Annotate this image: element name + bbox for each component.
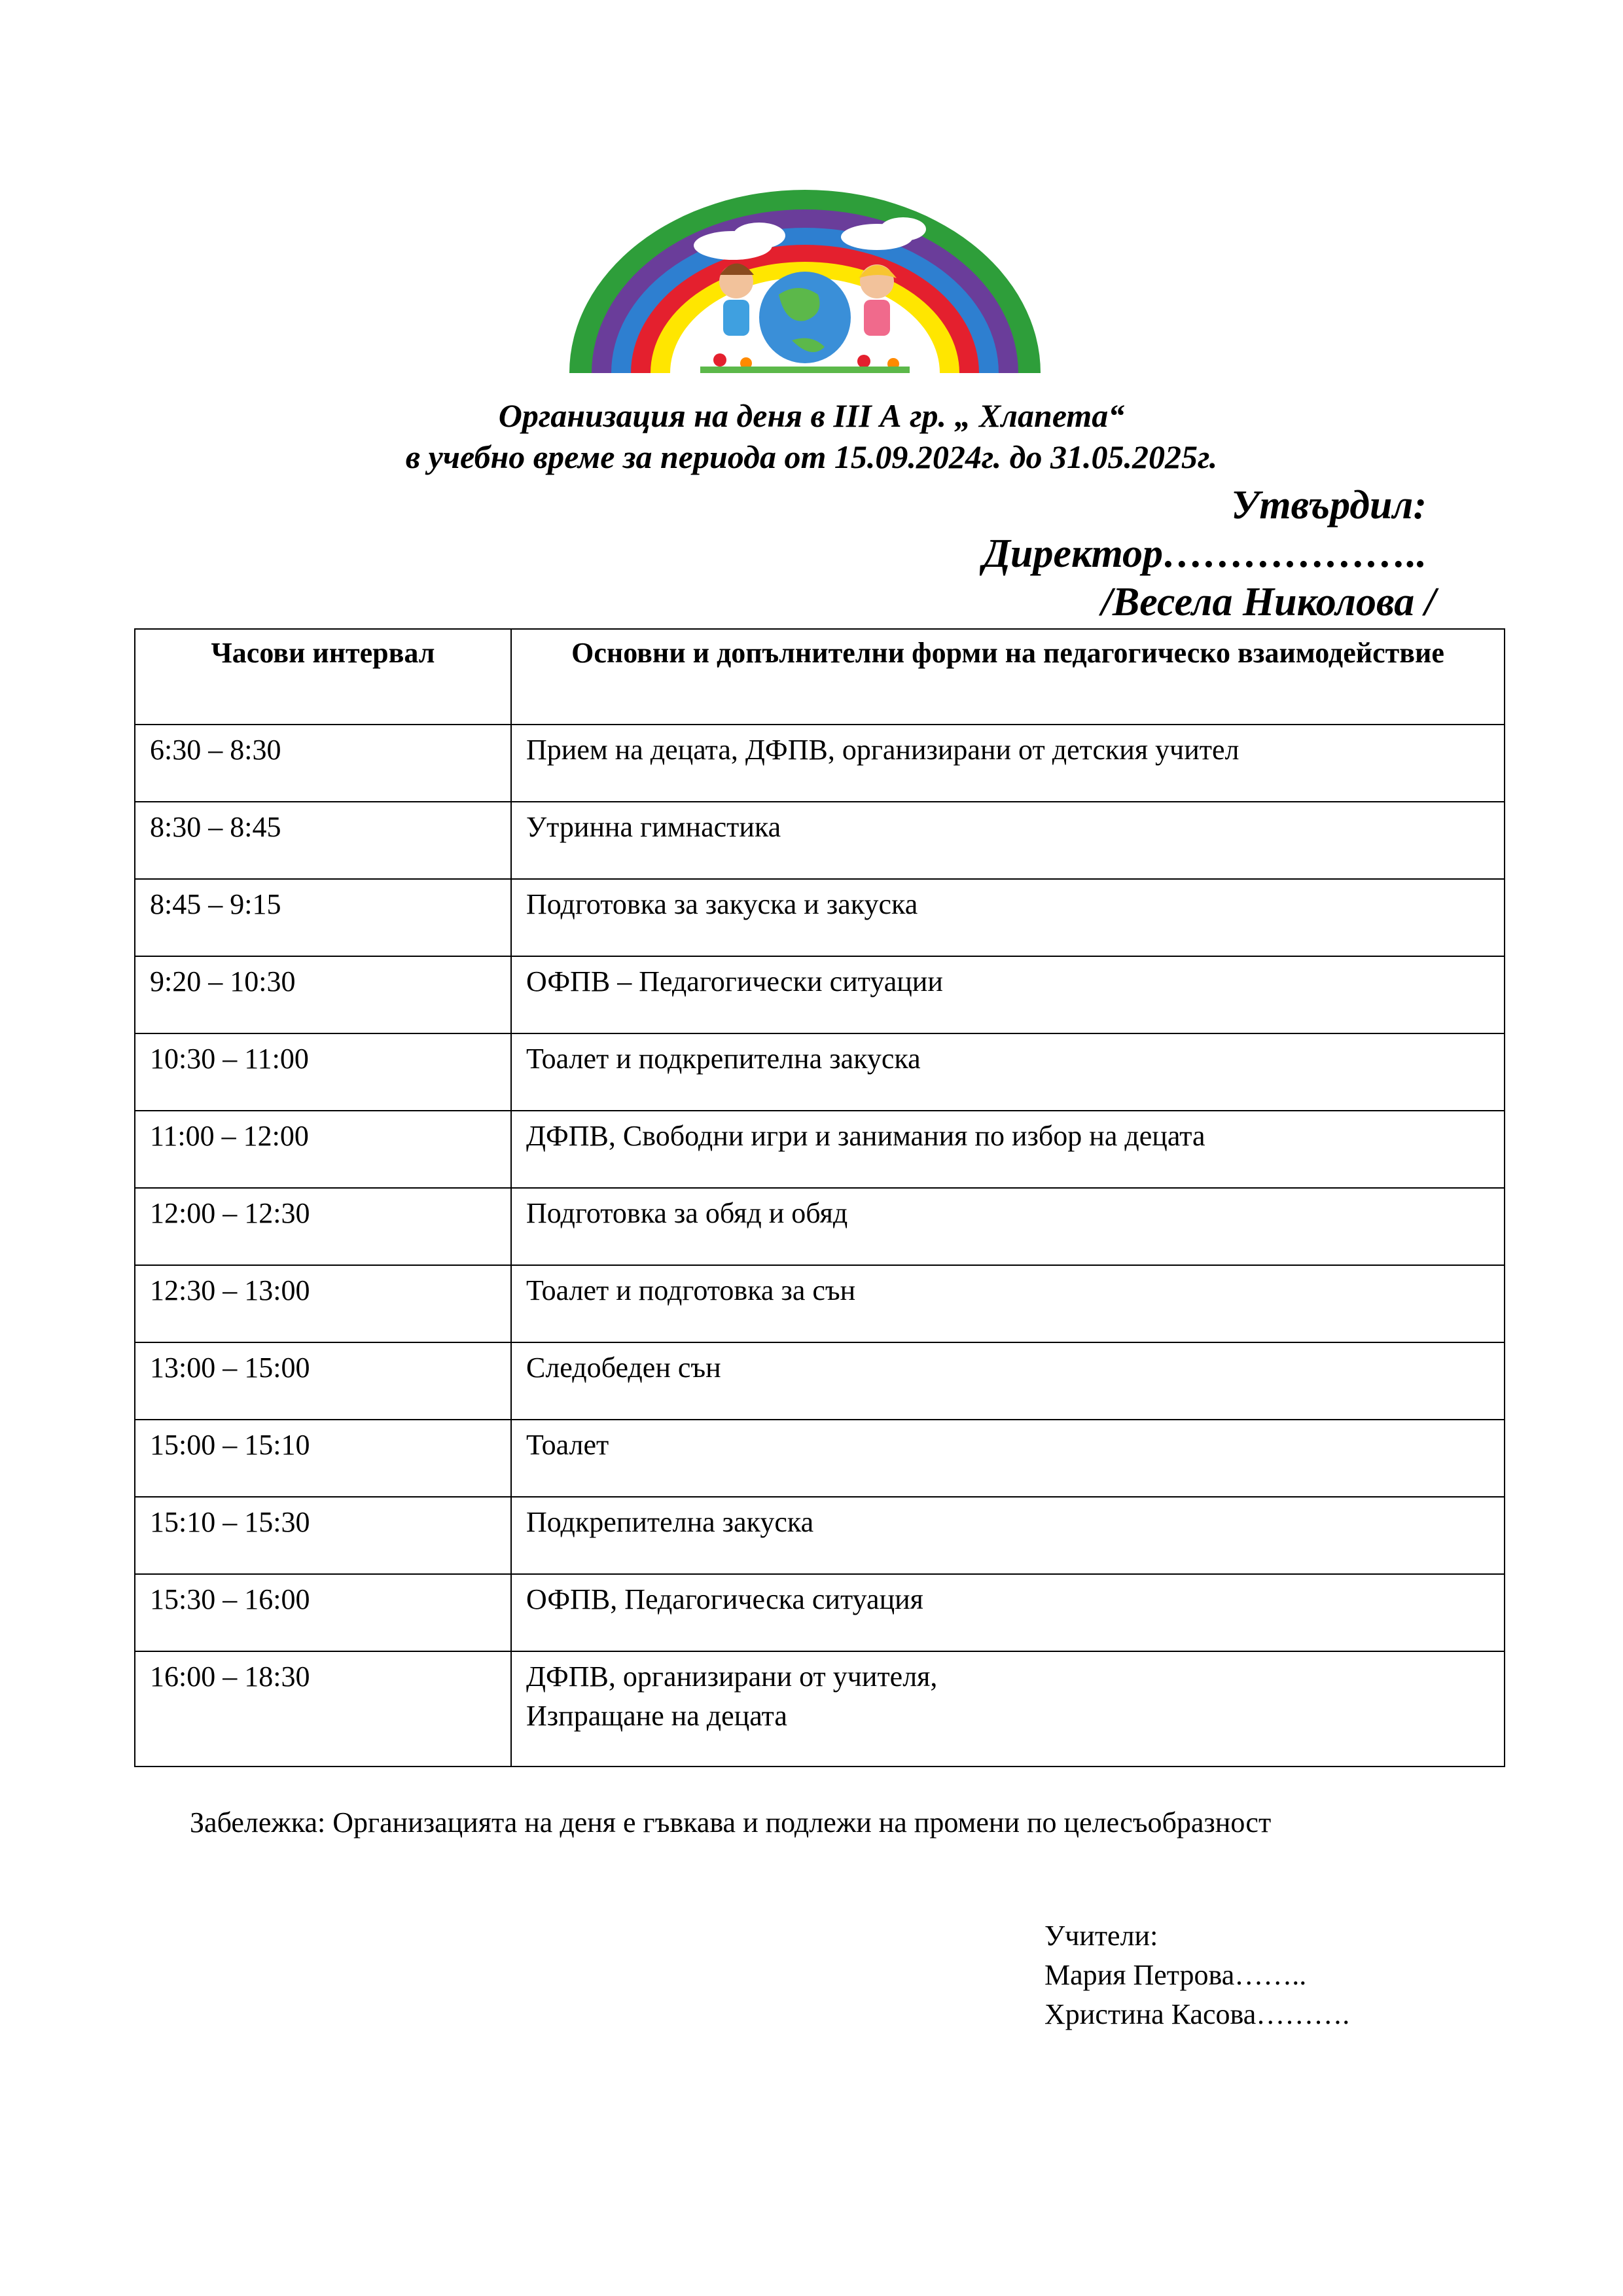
activity-cell: Тоалет	[511, 1420, 1505, 1497]
note-text: Забележка: Организацията на деня е гъвкава и подлежи на промени по целесъобразност	[190, 1806, 1272, 1839]
time-cell: 12:30 – 13:00	[135, 1265, 511, 1342]
page-title: Организация на деня в III А гр. „ Хлапета“	[498, 397, 1125, 434]
table-row	[135, 879, 1505, 956]
activity-line: Изпращане на децата	[526, 1700, 787, 1732]
table-row	[135, 1574, 1505, 1651]
table-row	[135, 1265, 1505, 1342]
table-row	[135, 1342, 1505, 1420]
rainbow-kids-globe-logo	[569, 183, 1041, 373]
table-row	[135, 725, 1505, 802]
activity-cell: Тоалет и подготовка за сън	[511, 1265, 1505, 1342]
table-row	[135, 1033, 1505, 1111]
table-row	[135, 1188, 1505, 1265]
time-cell: 8:30 – 8:45	[135, 802, 511, 879]
table-row	[135, 1651, 1505, 1767]
activity-cell: Подкрепителна закуска	[511, 1497, 1505, 1574]
activity-cell: ОФПВ, Педагогическа ситуация	[511, 1574, 1505, 1651]
time-cell: 12:00 – 12:30	[135, 1188, 511, 1265]
table-row	[135, 802, 1505, 879]
activity-cell: Следобеден сън	[511, 1342, 1505, 1420]
activity-cell: Прием на децата, ДФПВ, организирани от детския учител	[511, 725, 1505, 802]
activity-cell: Подготовка за закуска и закуска	[511, 879, 1505, 956]
time-cell: 15:00 – 15:10	[135, 1420, 511, 1497]
time-cell: 10:30 – 11:00	[135, 1033, 511, 1111]
teachers-label: Учители:	[1044, 1920, 1158, 1952]
activity-cell	[511, 1651, 1505, 1767]
activity-cell: Подготовка за обяд и обяд	[511, 1188, 1505, 1265]
header-activities: Основни и допълнителни форми на педагогическо взаимодействие	[511, 629, 1505, 725]
activity-line: ДФПВ, организирани от учителя,	[526, 1660, 938, 1693]
activity-cell: ДФПВ, Свободни игри и занимания по избор на децата	[511, 1111, 1505, 1188]
activity-cell: Утринна гимнастика	[511, 802, 1505, 879]
header-time-interval: Часови интервал	[135, 629, 511, 725]
time-cell: 8:45 – 9:15	[135, 879, 511, 956]
director-name: /Весела Николова /	[1101, 580, 1436, 624]
teacher-signature: Христина Касова……….	[1044, 1998, 1350, 2030]
table-row	[135, 1497, 1505, 1574]
schedule-table	[134, 628, 1505, 1767]
table-row	[135, 1420, 1505, 1497]
time-cell: 11:00 – 12:00	[135, 1111, 511, 1188]
time-cell: 15:10 – 15:30	[135, 1497, 511, 1574]
time-cell: 16:00 – 18:30	[135, 1651, 511, 1767]
table-row	[135, 1111, 1505, 1188]
table-header-row	[135, 629, 1505, 725]
activity-cell: ОФПВ – Педагогически ситуации	[511, 956, 1505, 1033]
time-cell: 13:00 – 15:00	[135, 1342, 511, 1420]
director-signature-line: Директор………………..	[982, 531, 1427, 576]
teachers-block	[1044, 1916, 1349, 2034]
time-cell: 9:20 – 10:30	[135, 956, 511, 1033]
approved-label: Утвърдил:	[1231, 483, 1427, 528]
time-cell: 15:30 – 16:00	[135, 1574, 511, 1651]
activity-cell: Тоалет и подкрепителна закуска	[511, 1033, 1505, 1111]
page-subtitle: в учебно време за периода от 15.09.2024г. до 31.05.2025г.	[405, 439, 1218, 475]
time-cell: 6:30 – 8:30	[135, 725, 511, 802]
teacher-signature: Мария Петрова……..	[1044, 1959, 1307, 1991]
table-row	[135, 956, 1505, 1033]
